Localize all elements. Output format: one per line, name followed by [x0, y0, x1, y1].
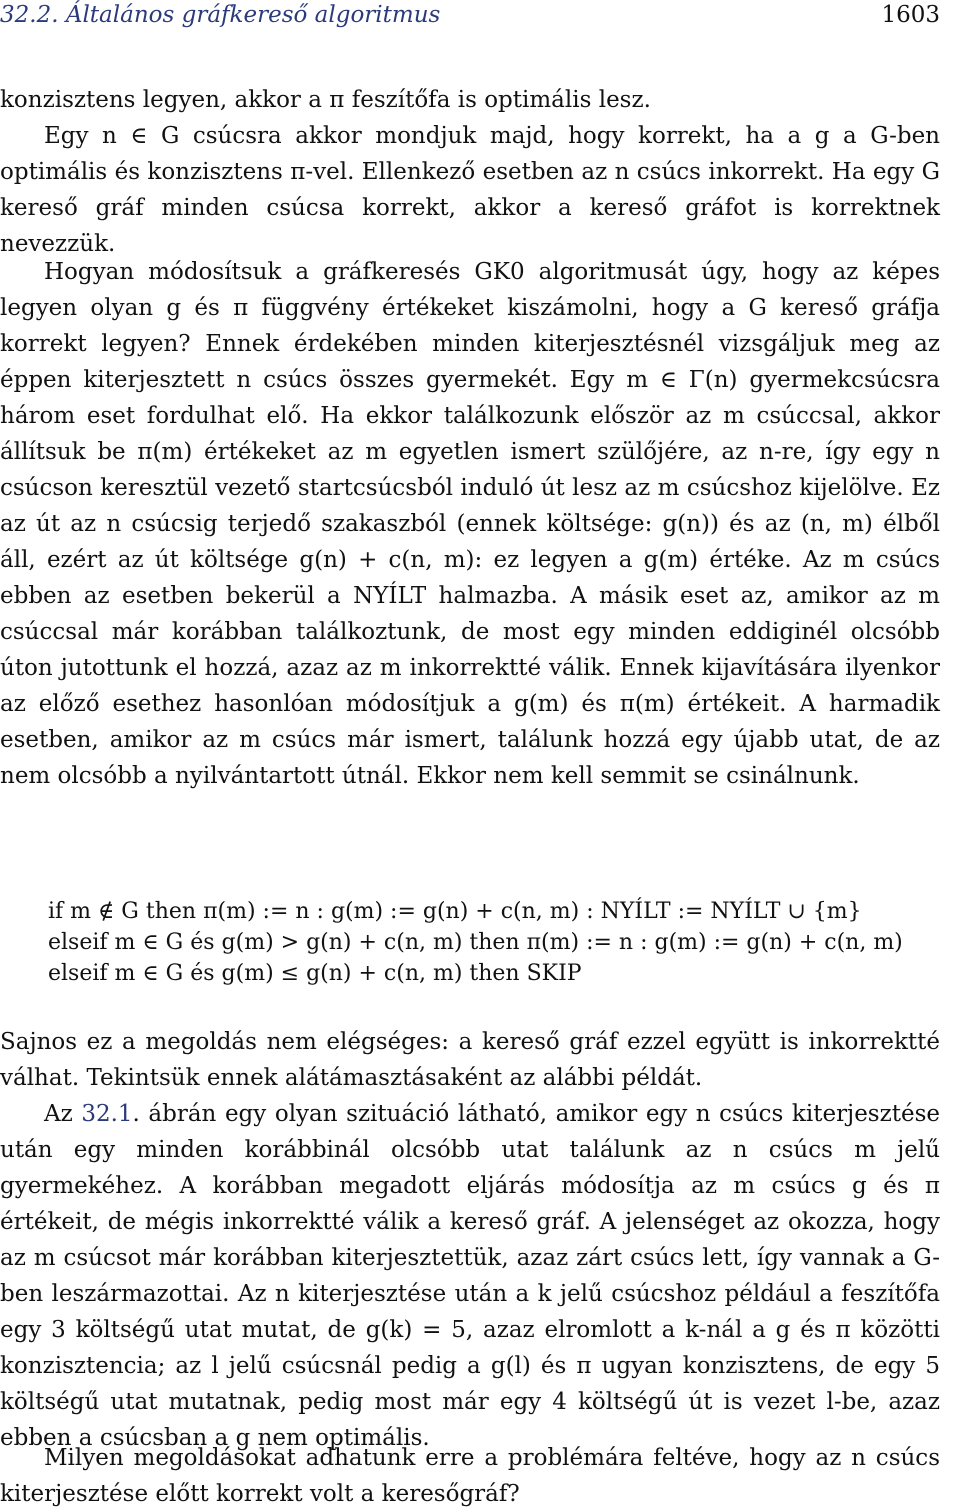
paragraph-2: Egy n ∈ G csúcsra akkor mondjuk majd, hogy korrekt, ha a g a G-ben optimális és konzisztens π-vel. Ellenkező esetben az n csúcs inkorrekt. Ha egy G kereső gráf minden csúcsa korrekt, akkor a kereső gráfot is korrektnek nevezzük. — [0, 123, 940, 257]
paragraph-1: konzisztens legyen, akkor a π feszítőfa is optimális lesz. — [0, 87, 651, 113]
paragraph-6: Milyen megoldásokat adhatunk erre a problémára feltéve, hogy az n csúcs kiterjesztése előtt korrekt volt a keresőgráf? — [0, 1445, 940, 1507]
section-title: 32.2. Általános gráfkereső algoritmus — [0, 2, 441, 28]
page-number: 1603 — [881, 2, 940, 28]
algorithm-line-1: if m ∉ G then π(m) := n : g(m) := g(n) + c(n, m) : NYÍLT := NYÍLT ∪ {m} — [48, 899, 862, 924]
paragraph-5 — [0, 1096, 940, 1456]
algorithm-line-3: elseif m ∈ G és g(m) ≤ g(n) + c(n, m) then SKIP — [48, 961, 582, 986]
paragraph-5-rest: . ábrán egy olyan szituáció látható, amikor egy n csúcs kiterjesztése után egy minden korábbinál olcsóbb utat találunk az n csúcs m jelű gyermekéhez. A korábban megadott eljárás módosítja az m csúcs g és π értékeit, de mégis inkorrektté válik a kereső gráf. A jelenséget az okozza, hogy az m csúcsot már korábban kiterjesztettük, azaz zárt csúcs lett, így vannak a G-ben leszármazottai. Az n kiterjesztése után a k jelű csúcshoz például a feszítőfa egy 3 költségű utat mutat, de g(k) = 5, azaz elromlott a k-nál a g és π közötti konzisztencia; az l jelű csúcsnál pedig a g(l) és π ugyan konzisztens, de egy 5 költségű utat mutatnak, pedig most már egy 4 költségű út is vezet l-be, azaz ebben a csúcsban a g nem optimális. — [0, 1101, 940, 1451]
paragraph-3: Hogyan módosítsuk a gráfkeresés GK0 algoritmusát úgy, hogy az képes legyen olyan g és π függvény értékeket kiszámolni, hogy a G kereső gráfja korrekt legyen? Ennek érdekében minden kiterjesztésnél vizsgáljuk meg az éppen kiterjesztett n csúcs összes gyermekét. Egy m ∈ Γ(n) gyermekcsúcsra három eset fordulhat elő. Ha ekkor találkozunk először az m csúccsal, akkor állítsuk be π(m) értékeket az m egyetlen ismert szülőjére, az n-re, így egy n csúcson keresztül vezető startcsúcsból induló út lesz az m csúcshoz kijelölve. Ez az út az n csúcsig terjedő szakaszból (ennek költsége: g(n)) és az (n, m) élből áll, ezért az út költsége g(n) + c(n, m): ez legyen a g(m) értéke. Az m csúcs ebben az esetben bekerül a NYÍLT halmazba. A másik eset az, amikor az m csúccsal már korábban találkoztunk, de most egy minden eddiginél olcsóbb úton jutottunk el hozzá, azaz az m inkorrektté válik. Ennek kijavítására ilyenkor az előző esethez hasonlóan módosítjuk a g(m) és π(m) értékeit. A harmadik esetben, amikor az m csúcs már ismert, találunk hozzá egy újabb utat, de az nem olcsóbb a nyilvántartott útnál. Ekkor nem kell semmit se csinálnunk. — [0, 259, 940, 789]
running-header — [0, 2, 940, 36]
paragraph-5-start: Az — [44, 1101, 82, 1127]
algorithm-line-2: elseif m ∈ G és g(m) > g(n) + c(n, m) then π(m) := n : g(m) := g(n) + c(n, m) — [48, 930, 903, 955]
paragraph-4: Sajnos ez a megoldás nem elégséges: a kereső gráf ezzel együtt is inkorrektté válhat. Tekintsük ennek alátámasztásaként az alábbi példát. — [0, 1029, 940, 1091]
figure-reference-link[interactable]: 32.1 — [81, 1101, 133, 1127]
